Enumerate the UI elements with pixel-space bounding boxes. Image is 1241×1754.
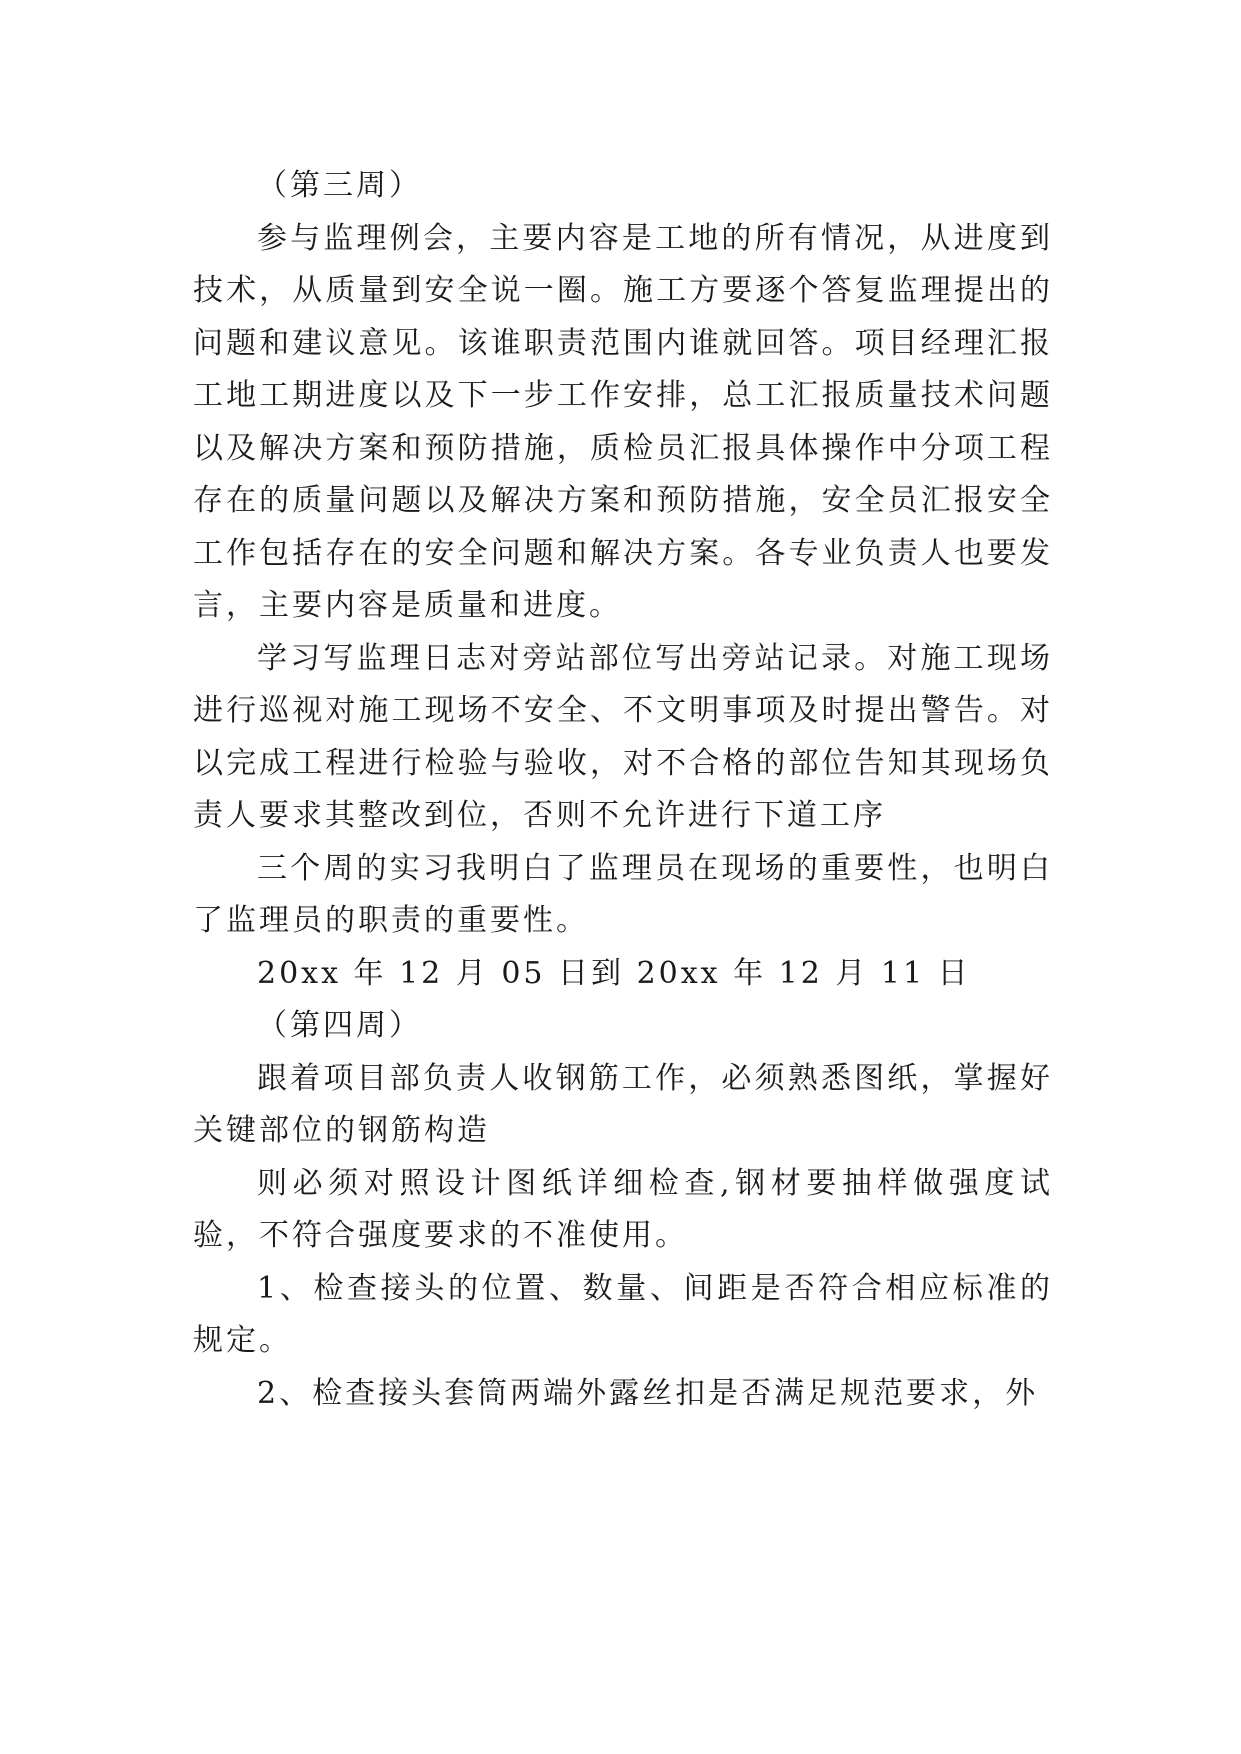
date-range: 20xx 年 12 月 05 日到 20xx 年 12 月 11 日 xyxy=(257,955,971,991)
document-body xyxy=(193,160,1053,1420)
paragraph-summary: 三个周的实习我明白了监理员在现场的重要性，也明白了监理员的职责的重要性。 xyxy=(193,850,1053,938)
paragraph-drawing-check: 则必须对照设计图纸详细检查,钢材要抽样做强度试验，不符合强度要求的不准使用。 xyxy=(193,1165,1053,1253)
paragraph-supervision-log: 学习写监理日志对旁站部位写出旁站记录。对施工现场进行巡视对施工现场不安全、不文明事项及时提出警告。对以完成工程进行检验与验收，对不合格的部位告知其现场负责人要求其整改到位，否则不允许进行下道工序 xyxy=(193,640,1053,833)
paragraph-meeting: 参与监理例会，主要内容是工地的所有情况，从进度到技术，从质量到安全说一圈。施工方要逐个答复监理提出的问题和建议意见。该谁职责范围内谁就回答。项目经理汇报工地工期进度以及下一步工作安排，总工汇报质量技术问题以及解决方案和预防措施，质检员汇报具体操作中分项工程存在的质量问题以及解决方案和预防措施，安全员汇报安全工作包括存在的安全问题和解决方案。各专业负责人也要发言，主要内容是质量和进度。 xyxy=(193,220,1053,623)
week-three-heading: （第三周） xyxy=(257,168,422,203)
week-four-heading: （第四周） xyxy=(257,1008,422,1043)
list-item-1: 1、检查接头的位置、数量、间距是否符合相应标准的规定。 xyxy=(193,1270,1053,1358)
list-item-2: 2、检查接头套筒两端外露丝扣是否满足规范要求，外 xyxy=(257,1375,1039,1411)
paragraph-rebar-work: 跟着项目部负责人收钢筋工作，必须熟悉图纸，掌握好关键部位的钢筋构造 xyxy=(193,1060,1053,1148)
